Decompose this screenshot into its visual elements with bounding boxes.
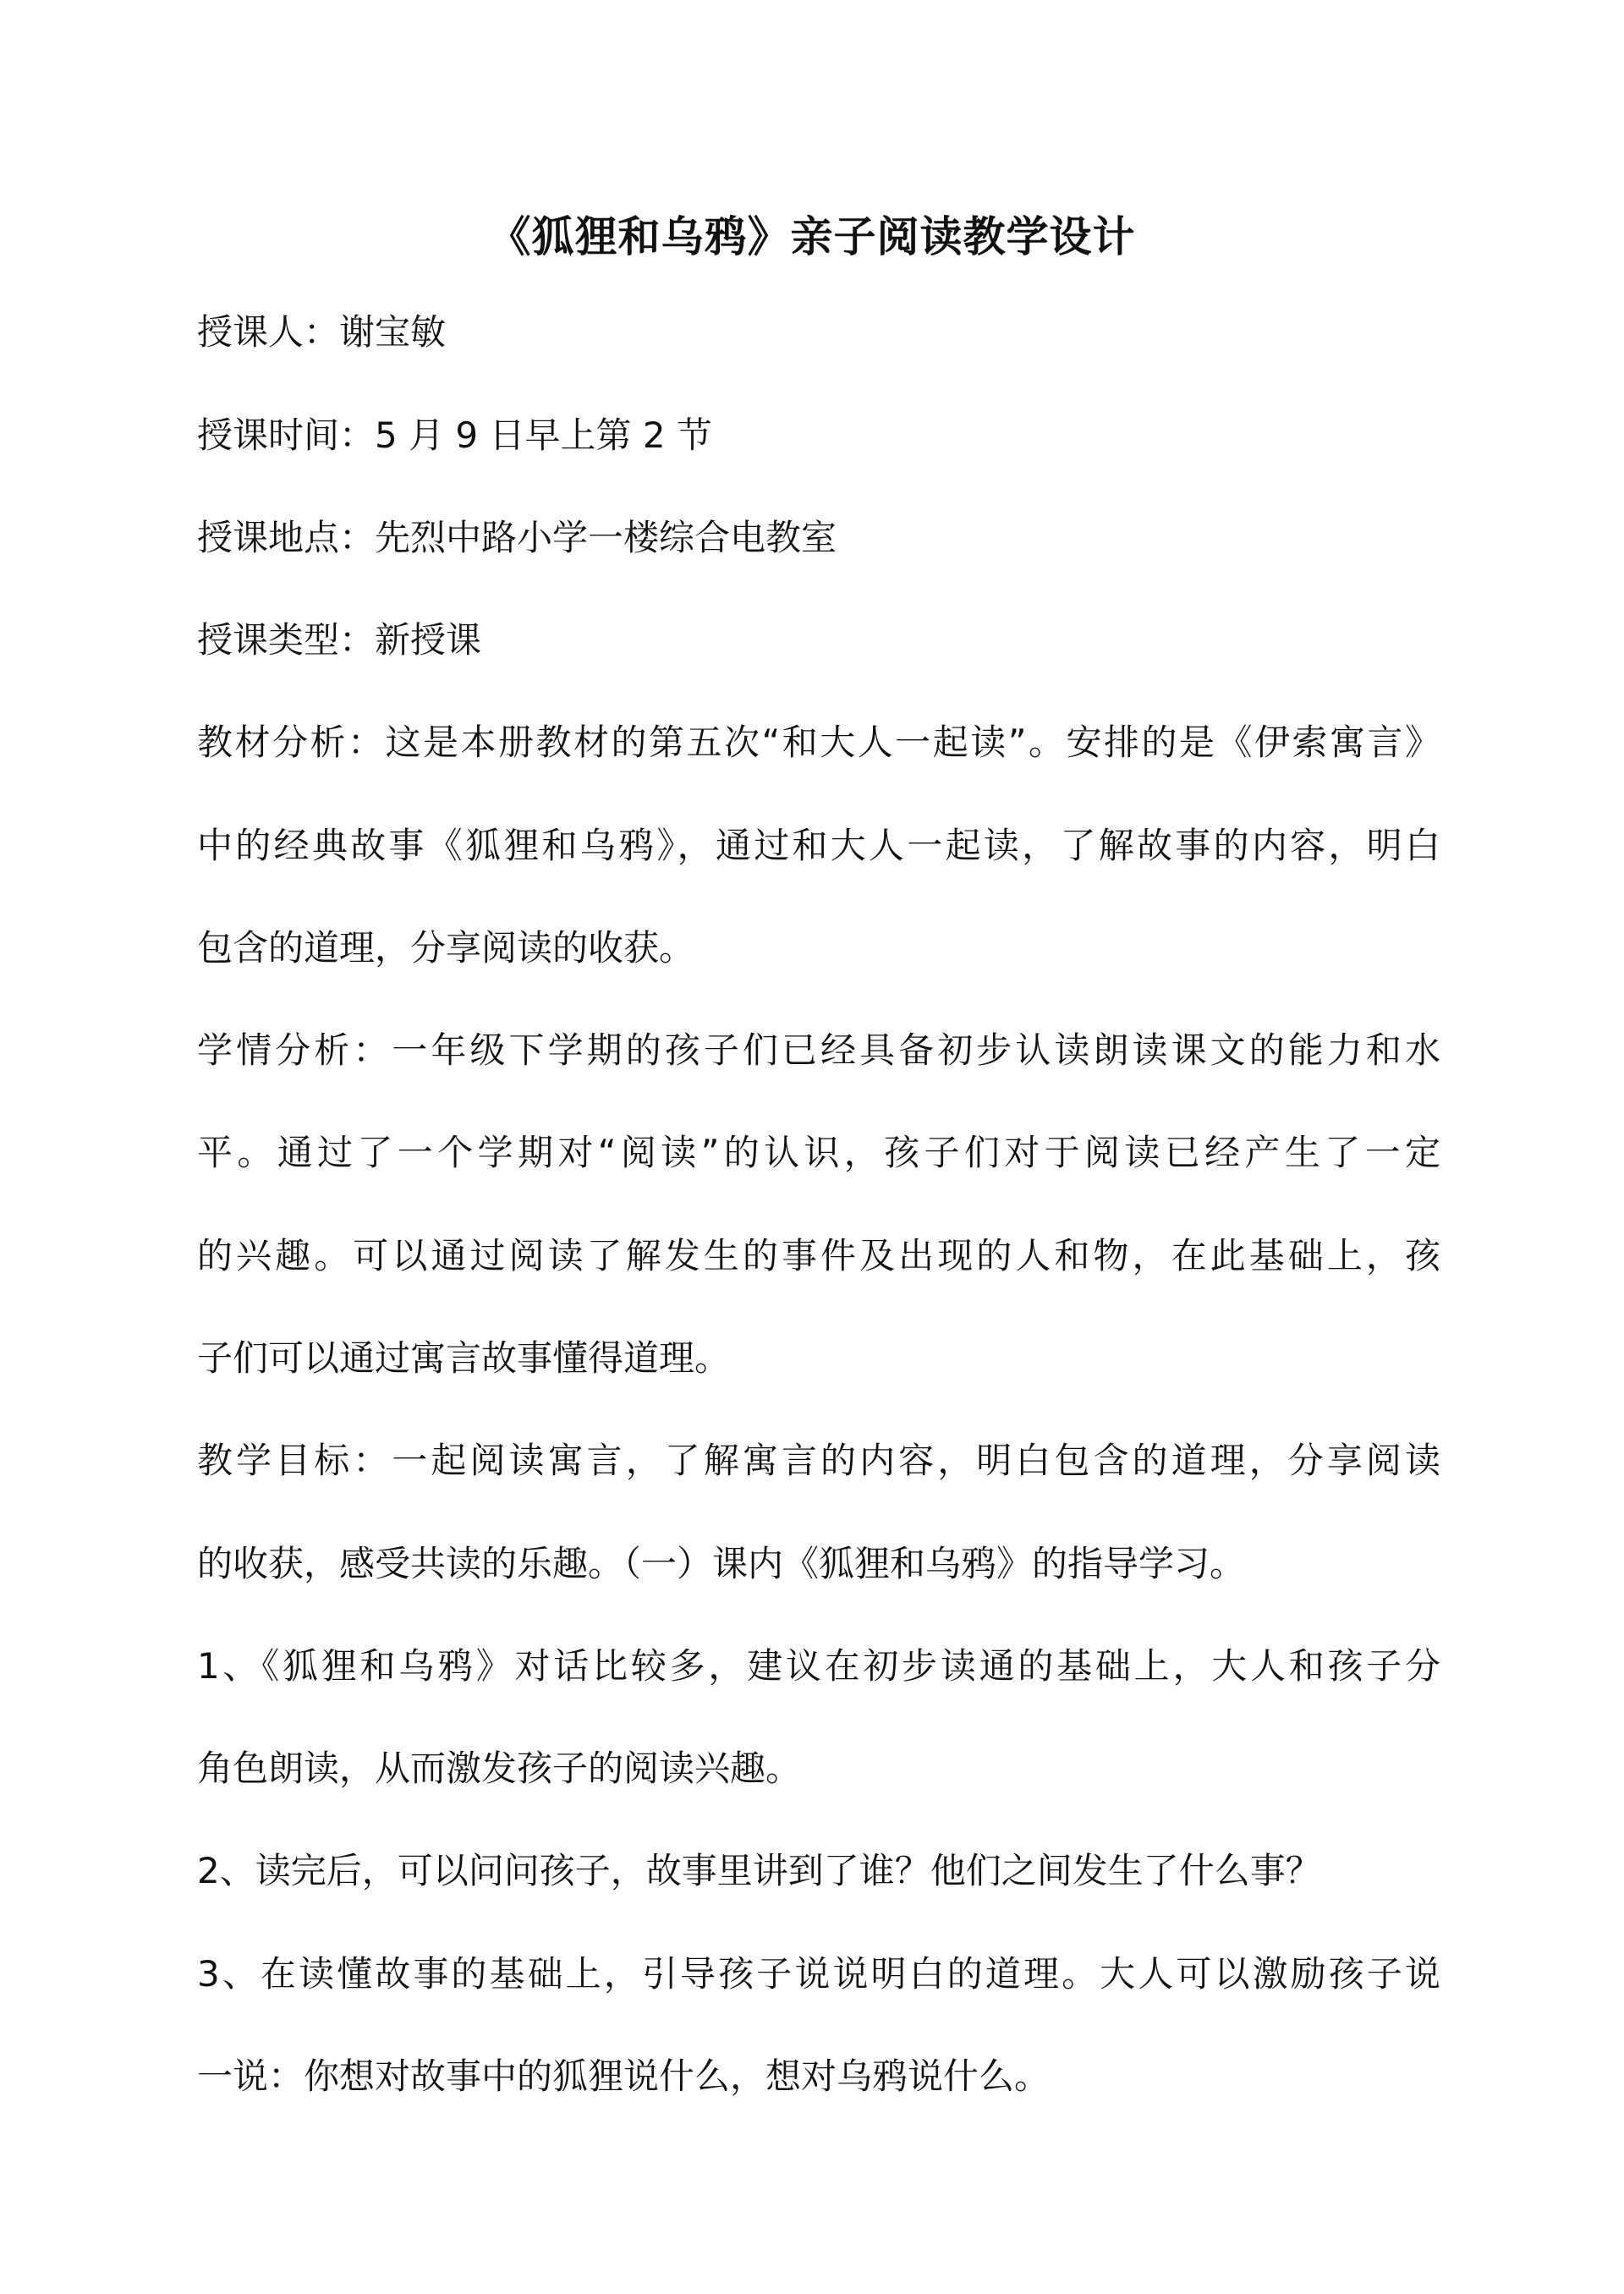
paragraph-line: 的收获，感受共读的乐趣。（一）课内《狐狸和乌鸦》的指导学习。 [197, 1543, 1246, 1584]
document-title: 《狐狸和乌鸦》亲子阅读教学设计 [488, 212, 1136, 261]
paragraph-line: 3、在读懂故事的基础上，引导孩子说说明白的道理。大人可以激励孩子说 [197, 1953, 1440, 1995]
paragraph-line: 2、读完后，可以问问孩子，故事里讲到了谁？他们之间发生了什么事？ [197, 1850, 1321, 1891]
info-type: 授课类型：新授课 [197, 619, 482, 661]
paragraph-line: 角色朗读，从而激发孩子的阅读兴趣。 [197, 1748, 802, 1789]
paragraph-line: 平。通过了一个学期对“阅读”的认识，孩子们对于阅读已经产生了一定 [197, 1132, 1440, 1173]
paragraph-line: 子们可以通过寓言故事懂得道理。 [197, 1337, 731, 1379]
paragraph-line: 的兴趣。可以通过阅读了解发生的事件及出现的人和物，在此基础上，孩 [197, 1235, 1440, 1276]
paragraph-line: 包含的道理，分享阅读的收获。 [197, 927, 695, 969]
paragraph-line: 中的经典故事《狐狸和乌鸦》，通过和大人一起读，了解故事的内容，明白 [197, 825, 1440, 866]
info-time: 授课时间：5 月 9 日早上第 2 节 [197, 414, 712, 456]
paragraph-line: 教材分析：这是本册教材的第五次“和大人一起读”。安排的是《伊索寓言》 [197, 722, 1440, 763]
paragraph-line: 学情分析：一年级下学期的孩子们已经具备初步认读朗读课文的能力和水 [197, 1029, 1440, 1071]
info-location: 授课地点：先烈中路小学一楼综合电教室 [197, 517, 837, 558]
paragraph-line: 一说：你想对故事中的狐狸说什么，想对乌鸦说什么。 [197, 2055, 1051, 2097]
paragraph-line: 教学目标：一起阅读寓言，了解寓言的内容，明白包含的道理，分享阅读 [197, 1440, 1440, 1481]
info-teacher: 授课人：谢宝敏 [197, 311, 447, 353]
paragraph-line: 1、《狐狸和乌鸦》对话比较多，建议在初步读通的基础上，大人和孩子分 [197, 1645, 1440, 1687]
